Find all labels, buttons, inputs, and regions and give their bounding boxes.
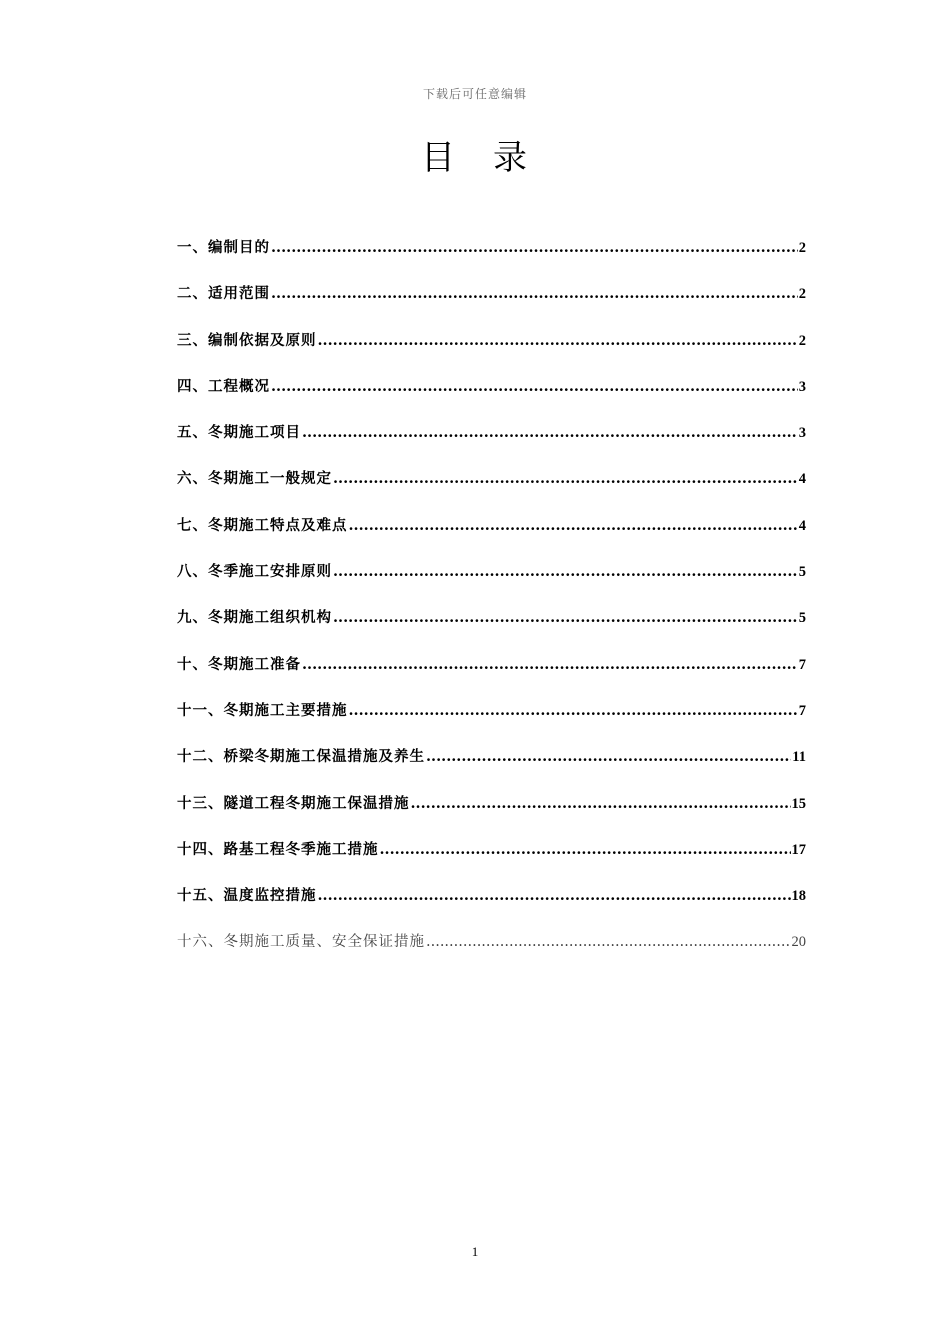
toc-entry-page: 15 — [791, 795, 806, 812]
toc-entry-page: 18 — [791, 888, 806, 905]
toc-entry-page: 2 — [798, 332, 806, 349]
toc-dot-leader — [302, 656, 798, 673]
toc-entry-page: 3 — [798, 425, 806, 442]
toc-dot-leader — [302, 424, 798, 441]
toc-entry[interactable] — [177, 560, 806, 606]
toc-entry[interactable] — [177, 467, 806, 513]
page-number: 1 — [471, 1244, 479, 1259]
toc-dot-leader — [271, 239, 798, 256]
toc-dot-leader — [426, 934, 791, 950]
toc-entry-label: 十五、温度监控措施 — [177, 887, 317, 905]
toc-entry-label: 五、冬期施工项目 — [177, 424, 301, 442]
toc-entry-page: 11 — [792, 749, 806, 766]
toc-dot-leader — [380, 841, 791, 858]
toc-entry[interactable] — [177, 606, 806, 652]
toc-entry-page: 4 — [798, 517, 806, 534]
toc-entry-page: 7 — [798, 702, 806, 719]
toc-dot-leader — [271, 378, 798, 395]
toc-entry-page: 17 — [791, 841, 806, 858]
toc-entry-label: 一、编制目的 — [177, 239, 270, 256]
toc-dot-leader — [318, 887, 791, 904]
toc-entry-page: 5 — [798, 610, 806, 627]
toc-entry[interactable] — [177, 792, 806, 838]
toc-entry-page: 5 — [798, 564, 806, 581]
toc-entry-label: 六、冬期施工一般规定 — [177, 470, 332, 488]
toc-entry[interactable] — [177, 699, 806, 745]
toc-entry-page: 4 — [798, 471, 806, 488]
toc-entry-page: 7 — [798, 656, 806, 673]
header-note: 下载后可任意编辑 — [422, 87, 527, 101]
toc-dot-leader — [333, 609, 798, 626]
toc-entry-label: 十二、桥梁冬期施工保温措施及养生 — [177, 748, 425, 766]
toc-entry[interactable] — [177, 653, 806, 699]
toc-entry[interactable] — [177, 745, 806, 791]
toc-entry-label: 十三、隧道工程冬期施工保温措施 — [177, 794, 410, 812]
toc-list — [177, 236, 806, 977]
toc-dot-leader — [349, 517, 798, 534]
toc-entry[interactable] — [177, 421, 806, 467]
toc-entry-page: 20 — [791, 934, 806, 951]
toc-entry-label: 八、冬季施工安排原则 — [177, 563, 332, 581]
toc-dot-leader — [271, 285, 798, 302]
toc-entry[interactable] — [177, 930, 806, 976]
toc-dot-leader — [333, 563, 798, 580]
toc-entry-label: 二、适用范围 — [177, 285, 270, 303]
toc-dot-leader — [349, 702, 798, 719]
toc-entry-label: 三、编制依据及原则 — [177, 331, 317, 349]
toc-dot-leader — [411, 795, 791, 812]
toc-entry[interactable] — [177, 375, 806, 421]
toc-dot-leader — [333, 470, 798, 487]
toc-entry-label: 十、冬期施工准备 — [177, 655, 301, 673]
toc-entry-page: 2 — [798, 240, 806, 256]
toc-entry-page: 3 — [798, 378, 806, 395]
toc-entry-label: 十六、冬期施工质量、安全保证措施 — [177, 934, 425, 951]
toc-entry-label: 十一、冬期施工主要措施 — [177, 701, 348, 719]
toc-entry[interactable] — [177, 884, 806, 930]
toc-entry[interactable] — [177, 282, 806, 328]
toc-entry-label: 七、冬期施工特点及难点 — [177, 516, 348, 534]
toc-entry[interactable] — [177, 329, 806, 375]
toc-dot-leader — [426, 748, 791, 765]
toc-entry-label: 四、工程概况 — [177, 377, 270, 395]
toc-entry[interactable] — [177, 838, 806, 884]
toc-entry[interactable] — [177, 236, 806, 282]
toc-entry-label: 十四、路基工程冬季施工措施 — [177, 840, 379, 858]
toc-entry-label: 九、冬期施工组织机构 — [177, 609, 332, 627]
toc-title: 目 录 — [421, 138, 529, 178]
toc-entry-page: 2 — [798, 286, 806, 303]
toc-dot-leader — [318, 332, 798, 349]
toc-entry[interactable] — [177, 514, 806, 560]
